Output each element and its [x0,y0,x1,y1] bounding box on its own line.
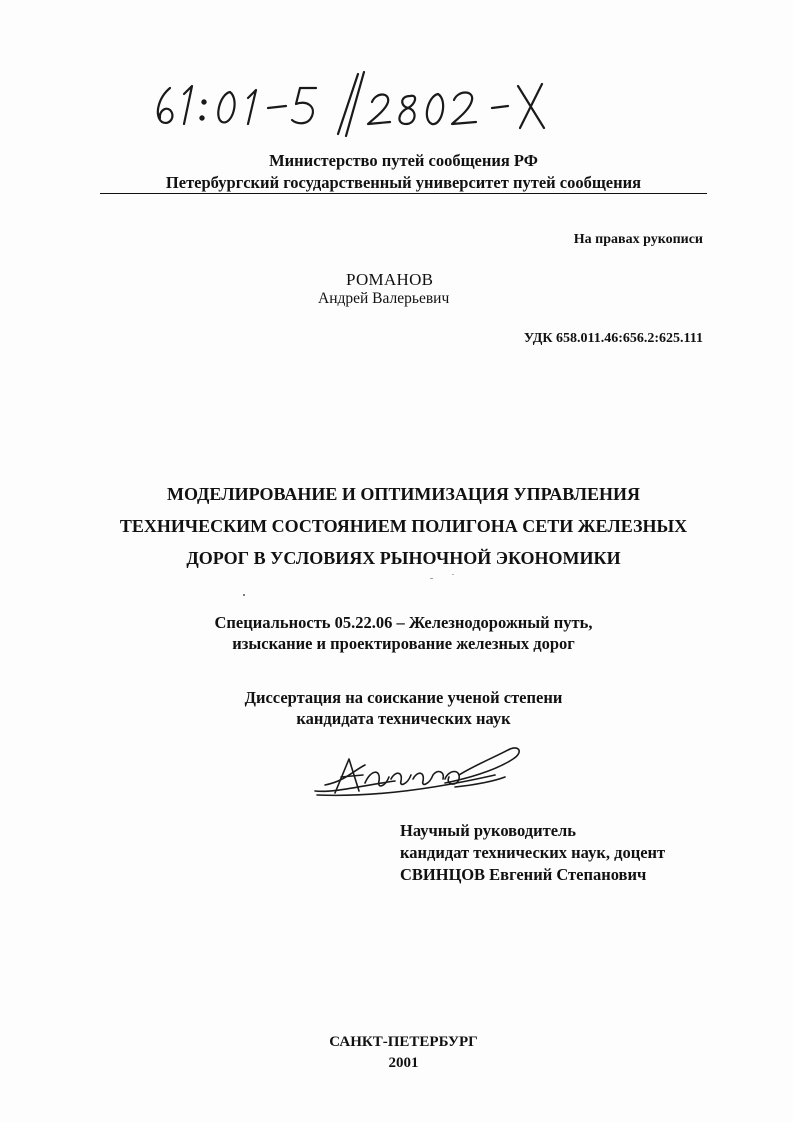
specialty-block [150,612,657,654]
title-line-1: МОДЕЛИРОВАНИЕ И ОПТИМИЗАЦИЯ УПРАВЛЕНИЯ [166,484,641,504]
degree-line-1: Диссертация на соискание ученой степени [244,688,563,707]
degree-line-2: кандидата технических наук [296,709,511,728]
ministry-name: Министерство путей сообщения РФ [269,151,538,170]
footer-block [200,1032,607,1074]
year: 2001 [388,1055,419,1071]
dissertation-title [110,478,697,574]
scan-speck [243,594,245,596]
archive-number-handwriting [140,70,560,140]
specialty-line-1: Специальность 05.22.06 – Железнодорожный путь, [214,613,593,632]
udk-code: УДК 658.011.46:656.2:625.111 [523,331,703,346]
signature-scribble [305,735,530,805]
title-line-2: ТЕХНИЧЕСКИМ СОСТОЯНИЕМ ПОЛИГОНА СЕТИ ЖЕЛЕЗНЫХ [119,516,688,536]
author-given-names: Андрей Валерьевич [318,290,450,307]
title-line-3: ДОРОГ В УСЛОВИЯХ РЫНОЧНОЙ ЭКОНОМИКИ [186,548,621,568]
author-surname: РОМАНОВ [346,270,434,289]
supervisor-title: кандидат технических наук, доцент [400,843,666,862]
supervisor-block [400,820,665,886]
rights-note: На правах рукописи [573,232,703,247]
supervisor-name: СВИНЦОВ Евгений Степанович [400,865,647,884]
handwritten-archive-number [140,70,560,140]
city-name: САНКТ-ПЕТЕРБУРГ [329,1034,478,1050]
specialty-line-2: изыскание и проектирование железных дорог [232,634,575,653]
header-divider [100,193,707,194]
author-signature [305,735,530,805]
scan-speck [452,574,454,575]
supervisor-role: Научный руководитель [400,821,576,840]
degree-block [150,687,657,729]
scan-speck [430,578,433,579]
university-name: Петербургский государственный университет путей сообщения [165,173,642,192]
